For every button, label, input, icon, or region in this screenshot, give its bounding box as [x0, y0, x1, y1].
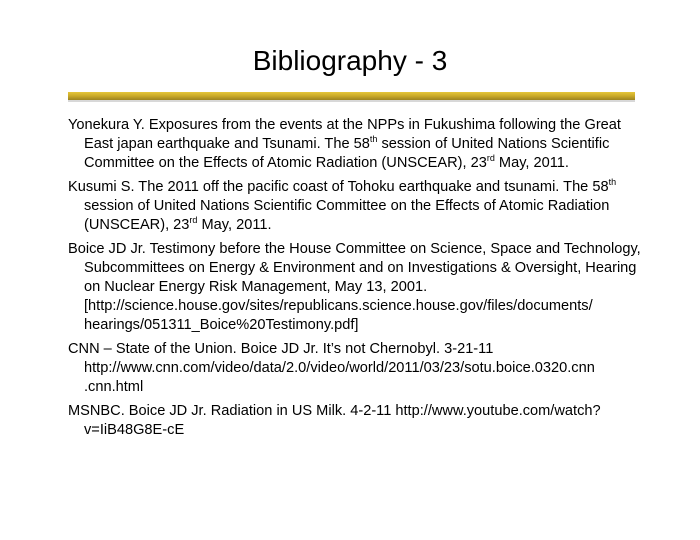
reference-item-3: Boice JD Jr. Testimony before the House Committee on Science, Space and Technology, Subcommittees on Energy & Environment and on Investigations & Oversight, Hearing on Nuclear Energy Risk Management, May 13, 2001. [http://science.house.gov/sites/republicans.science.house.gov/files/documents/ hearings/051311_Boice%20Testimony.pdf]	[68, 241, 641, 333]
reference-list	[68, 116, 646, 445]
ordinal-suffix: rd	[486, 153, 495, 163]
title-underline	[68, 92, 635, 100]
slide-title: Bibliography - 3	[252, 45, 448, 76]
reference-item-4: CNN – State of the Union. Boice JD Jr. It’s not Chernobyl. 3-21-11 http://www.cnn.com/video/data/2.0/video/world/2011/03/23/sotu.boice.0320.cnn .cnn.html	[68, 341, 595, 395]
ordinal-suffix: th	[608, 177, 617, 187]
reference-text: session of United Nations Scientific Committee on the Effects of Atomic Radiation (UNSCEAR), 23	[84, 136, 610, 171]
reference-text: Yonekura Y. Exposures from the events at the NPPs in Fukushima following the Great East japan earthquake and Tsunami. The 58	[68, 117, 621, 152]
reference-item-5: MSNBC. Boice JD Jr. Radiation in US Milk. 4-2-11 http://www.youtube.com/watch?v=IiB48G8E-cE	[68, 403, 601, 438]
reference-text: session of United Nations Scientific Committee on the Effects of Atomic Radiation (UNSCEAR), 23	[84, 198, 610, 233]
reference-item-1	[68, 116, 646, 173]
ordinal-suffix: rd	[189, 215, 198, 225]
ordinal-suffix: th	[369, 134, 378, 144]
reference-item-2	[68, 178, 646, 235]
reference-text: May, 2011.	[494, 155, 569, 171]
reference-text: May, 2011.	[197, 217, 272, 233]
reference-text: Kusumi S. The 2011 off the pacific coast of Tohoku earthquake and tsunami. The 58	[68, 179, 609, 195]
